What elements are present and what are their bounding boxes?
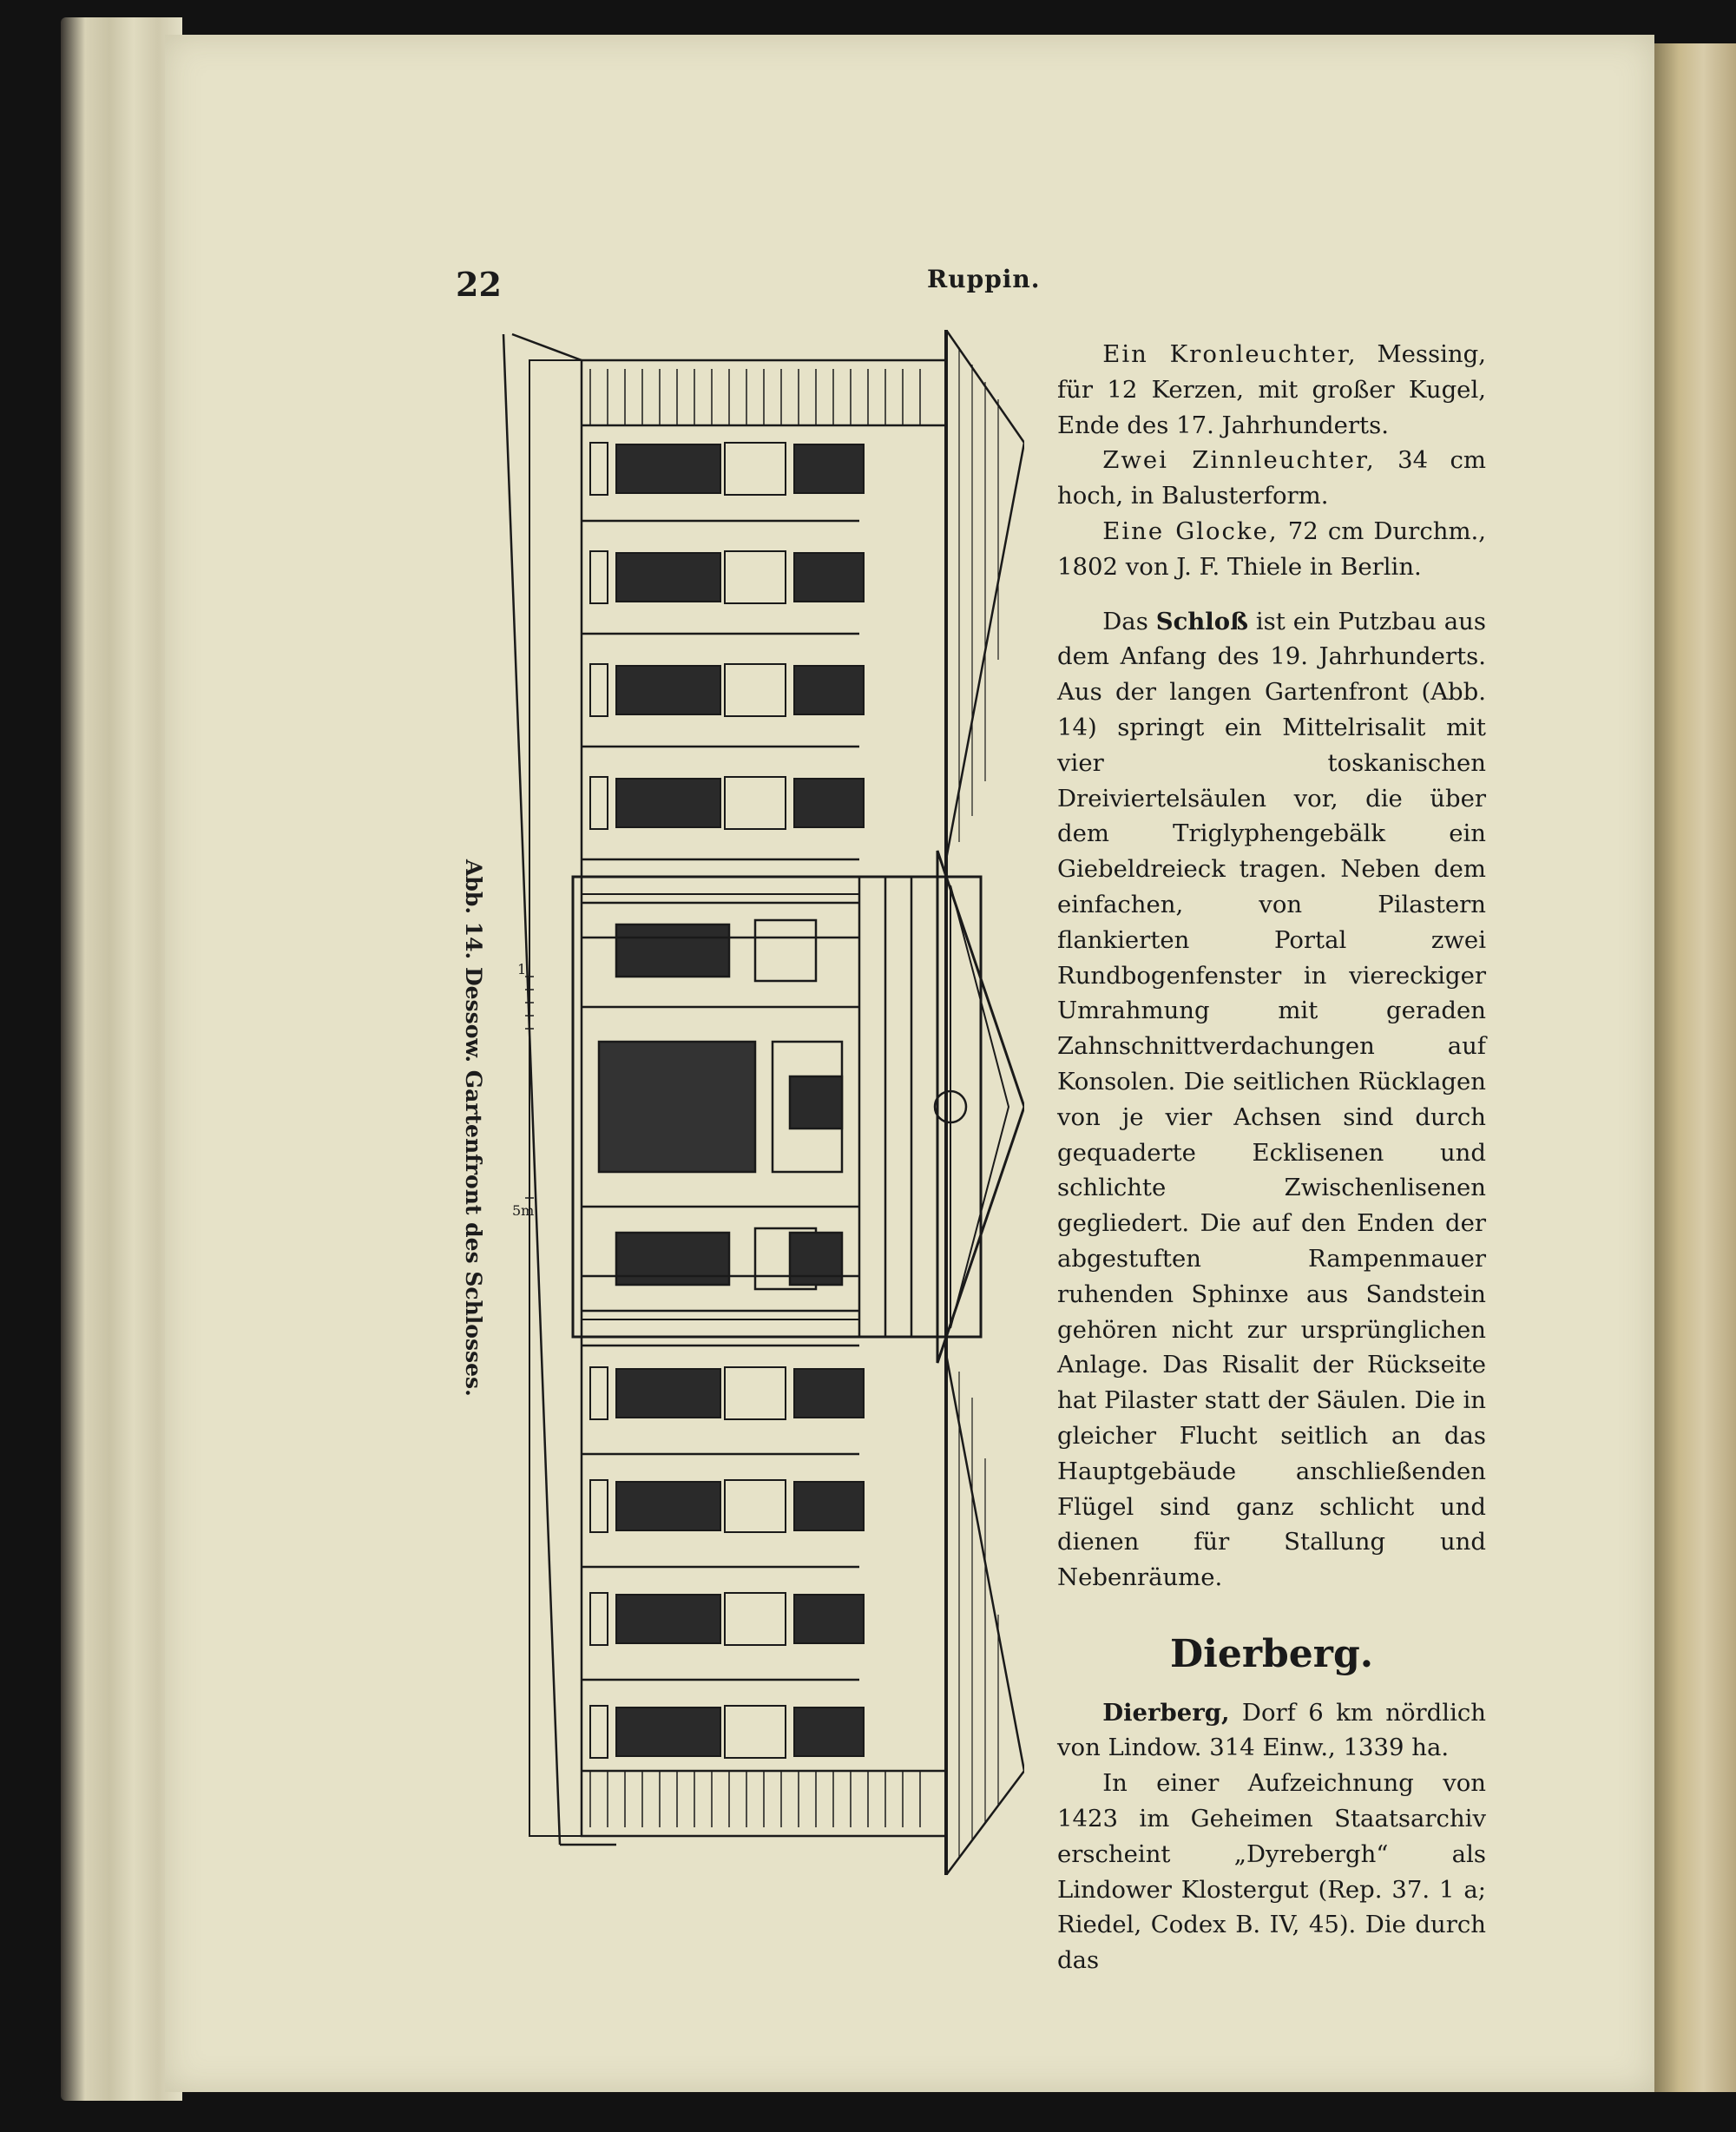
building-elevation-illustration <box>477 330 1024 1875</box>
item-term-kronleuchter: Ein Kronleuchter, <box>1102 340 1358 368</box>
schloss-lead: Das <box>1102 607 1156 635</box>
item-term-zinnleuchter: Zwei Zinnleuchter, <box>1102 446 1376 475</box>
page-number: 22 <box>456 265 502 304</box>
paragraph-glocke <box>1057 514 1486 585</box>
running-title: Ruppin. <box>927 265 1041 293</box>
paragraph-zinnleuchter <box>1057 443 1486 514</box>
item-term-glocke: Eine Glocke, <box>1102 517 1279 545</box>
paragraph-dierberg-history: In einer Aufzeichnung von 1423 im Geheimen Staatsarchiv erscheint „Dyrebergh“ als Lindower Klostergut (Rep. 37. 1 a; Riedel, Codex B. IV, 45). Die durch das <box>1057 1769 1486 1975</box>
dierberg-term: Dierberg, <box>1102 1698 1230 1727</box>
scale-start-label: 1 <box>517 961 527 977</box>
item-desc-kronleuchter: Messing, für 12 Kerzen, mit großer Kugel, Ende des 17. Jahrhunderts. <box>1057 340 1486 439</box>
item-desc-glocke: 72 cm Durchm., 1802 von J. F. Thiele in Berlin. <box>1057 517 1486 581</box>
scale-end-label: 5m <box>512 1202 535 1219</box>
schloss-desc: ist ein Putzbau aus dem Anfang des 19. Jahrhunderts. Aus der langen Gartenfront (Abb. 14) springt ein Mittelrisalit mit vier toskanischen Dreiviertelsäulen vor, die über dem Triglyphengebälk ein Giebeldreieck tragen. Neben dem einfachen, von Pilastern flankierten Portal zwei Rundbogenfenster in viereckiger Umrahmung mit geraden Zahnschnittverdachungen auf Konsolen. Die seitlichen Rücklagen von je vier Achsen sind durch gequaderte Ecklisenen und schlichte Zwischenlisenen gegliedert. Die auf den Enden der abgestuften Rampenmauer ruhenden Sphinxe aus Sandstein gehören nicht zur ursprünglichen Anlage. Das Risalit der Rückseite hat Pilaster statt der Säulen. Die in gleicher Flucht seitlich an das Hauptgebäude anschließenden Flügel sind ganz schlicht und dienen für Stallung und Nebenräume. <box>1057 607 1486 1592</box>
item-desc-zinnleuchter: 34 cm hoch, in Balusterform. <box>1057 446 1486 510</box>
book-page-edges <box>61 17 182 2101</box>
dierberg-desc: Dorf 6 km nördlich von Lindow. 314 Einw., 1339 ha. <box>1057 1698 1486 1762</box>
main-text-column <box>1057 337 1486 1978</box>
figure-caption-container <box>447 859 490 1397</box>
paragraph-schloss <box>1057 604 1486 1596</box>
schloss-term: Schloß <box>1155 607 1248 635</box>
paragraph-kronleuchter <box>1057 337 1486 443</box>
section-title: Dierberg. <box>1169 1631 1374 1676</box>
figure-caption: Abb. 14. Dessow. Gartenfront des Schlosses. <box>461 859 486 1397</box>
paragraph-dierberg-intro <box>1057 1695 1486 1767</box>
facing-page-edge <box>1654 43 1736 2092</box>
